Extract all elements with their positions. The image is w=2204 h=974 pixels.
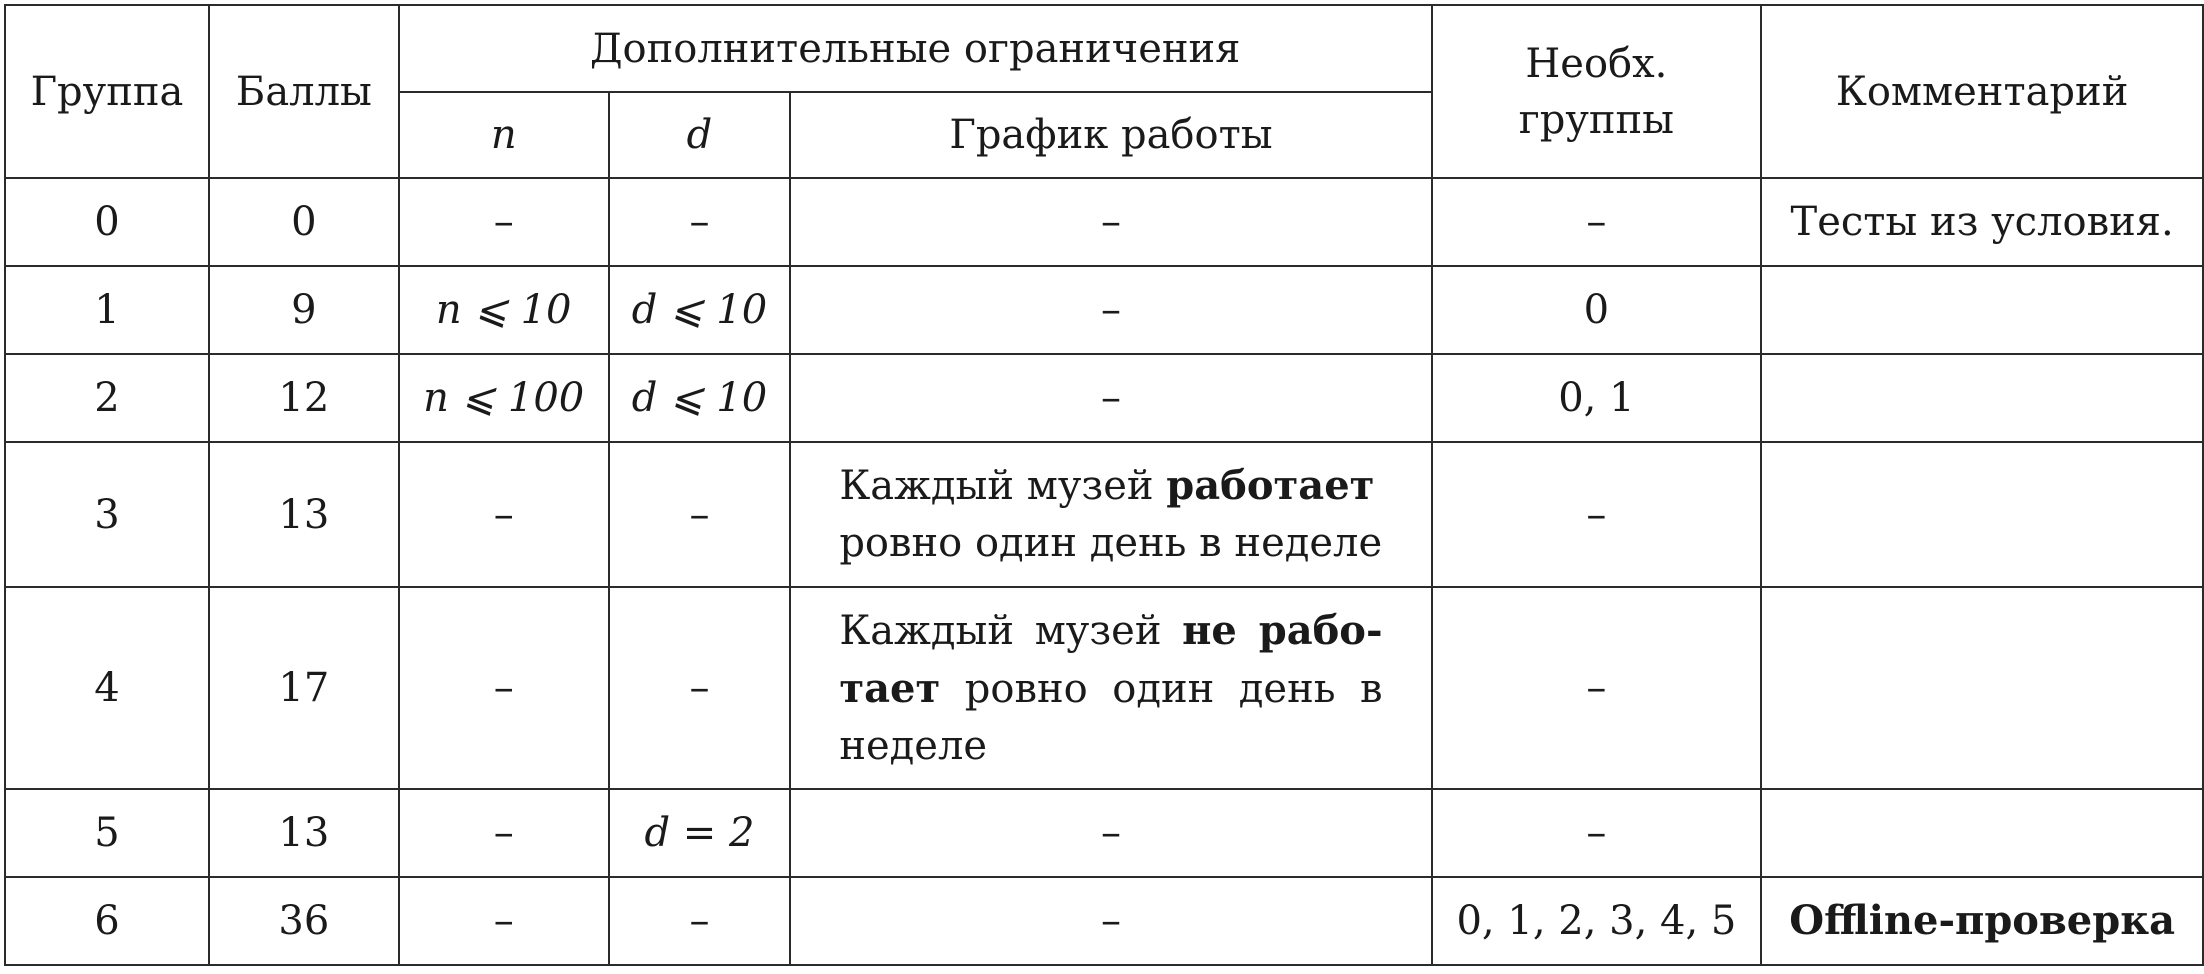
header-score: Баллы: [209, 5, 399, 178]
cell-comment: Тесты из условия.: [1761, 178, 2203, 266]
cell-group: 5: [5, 789, 209, 877]
schedule-text-bold: не рабо-тает: [839, 606, 1383, 712]
cell-group: 0: [5, 178, 209, 266]
cell-score: 17: [209, 587, 399, 789]
cell-comment: [1761, 266, 2203, 354]
cell-required: 0: [1432, 266, 1762, 354]
schedule-text-pre: Каждый музей: [839, 607, 1183, 654]
schedule-text-bold: работает: [1166, 462, 1375, 509]
subtask-table: [4, 4, 2204, 966]
schedule-text-post: ровно один день в неделе: [839, 665, 1383, 769]
cell-required: 0, 1, 2, 3, 4, 5: [1432, 877, 1762, 965]
cell-comment: [1761, 587, 2203, 789]
cell-score: 12: [209, 354, 399, 442]
header-required-line2: группы: [1518, 96, 1675, 143]
table-row: [5, 442, 2203, 587]
header-row-top: [5, 5, 2203, 92]
cell-n: –: [399, 442, 609, 587]
cell-schedule: [790, 442, 1431, 587]
cell-schedule: –: [790, 789, 1431, 877]
cell-score: 9: [209, 266, 399, 354]
table-row: [5, 877, 2203, 965]
header-required-groups: [1432, 5, 1762, 178]
header-n: n: [399, 92, 609, 178]
cell-comment: [1761, 354, 2203, 442]
table-row: [5, 266, 2203, 354]
table-row: [5, 587, 2203, 789]
cell-n: –: [399, 877, 609, 965]
table-row: [5, 354, 2203, 442]
cell-n: –: [399, 789, 609, 877]
cell-n: n ⩽ 10: [399, 266, 609, 354]
cell-score: 0: [209, 178, 399, 266]
table-row: [5, 789, 2203, 877]
cell-d: –: [609, 442, 791, 587]
header-schedule: График работы: [790, 92, 1431, 178]
cell-d: –: [609, 877, 791, 965]
cell-comment: [1761, 877, 2203, 965]
cell-schedule: –: [790, 266, 1431, 354]
header-required-line1: Необх.: [1525, 40, 1668, 87]
cell-score: 13: [209, 442, 399, 587]
subtask-table-wrapper: [4, 4, 2204, 966]
cell-required: –: [1432, 178, 1762, 266]
comment-bold: Offline-проверка: [1789, 897, 2175, 944]
table-body: [5, 178, 2203, 965]
cell-group: 6: [5, 877, 209, 965]
cell-group: 3: [5, 442, 209, 587]
cell-n: –: [399, 178, 609, 266]
cell-required: 0, 1: [1432, 354, 1762, 442]
table-header: [5, 5, 2203, 178]
header-d: d: [609, 92, 791, 178]
cell-n: n ⩽ 100: [399, 354, 609, 442]
cell-d: –: [609, 178, 791, 266]
cell-group: 2: [5, 354, 209, 442]
cell-required: –: [1432, 442, 1762, 587]
cell-required: –: [1432, 587, 1762, 789]
cell-schedule: –: [790, 877, 1431, 965]
cell-d: d = 2: [609, 789, 791, 877]
schedule-text-pre: Каждый музей: [839, 463, 1167, 509]
cell-score: 36: [209, 877, 399, 965]
cell-d: d ⩽ 10: [609, 354, 791, 442]
cell-schedule: –: [790, 178, 1431, 266]
cell-schedule: –: [790, 354, 1431, 442]
cell-d: –: [609, 587, 791, 789]
header-comment: Комментарий: [1761, 5, 2203, 178]
cell-comment: [1761, 789, 2203, 877]
cell-n: –: [399, 587, 609, 789]
table-row: [5, 178, 2203, 266]
cell-score: 13: [209, 789, 399, 877]
cell-comment: [1761, 442, 2203, 587]
header-group: Группа: [5, 5, 209, 178]
cell-schedule: [790, 587, 1431, 789]
cell-group: 1: [5, 266, 209, 354]
cell-group: 4: [5, 587, 209, 789]
cell-d: d ⩽ 10: [609, 266, 791, 354]
cell-required: –: [1432, 789, 1762, 877]
schedule-text-post: ровно один день в неделе: [839, 520, 1383, 566]
header-extra-constraints: Дополнительные ограничения: [399, 5, 1432, 92]
